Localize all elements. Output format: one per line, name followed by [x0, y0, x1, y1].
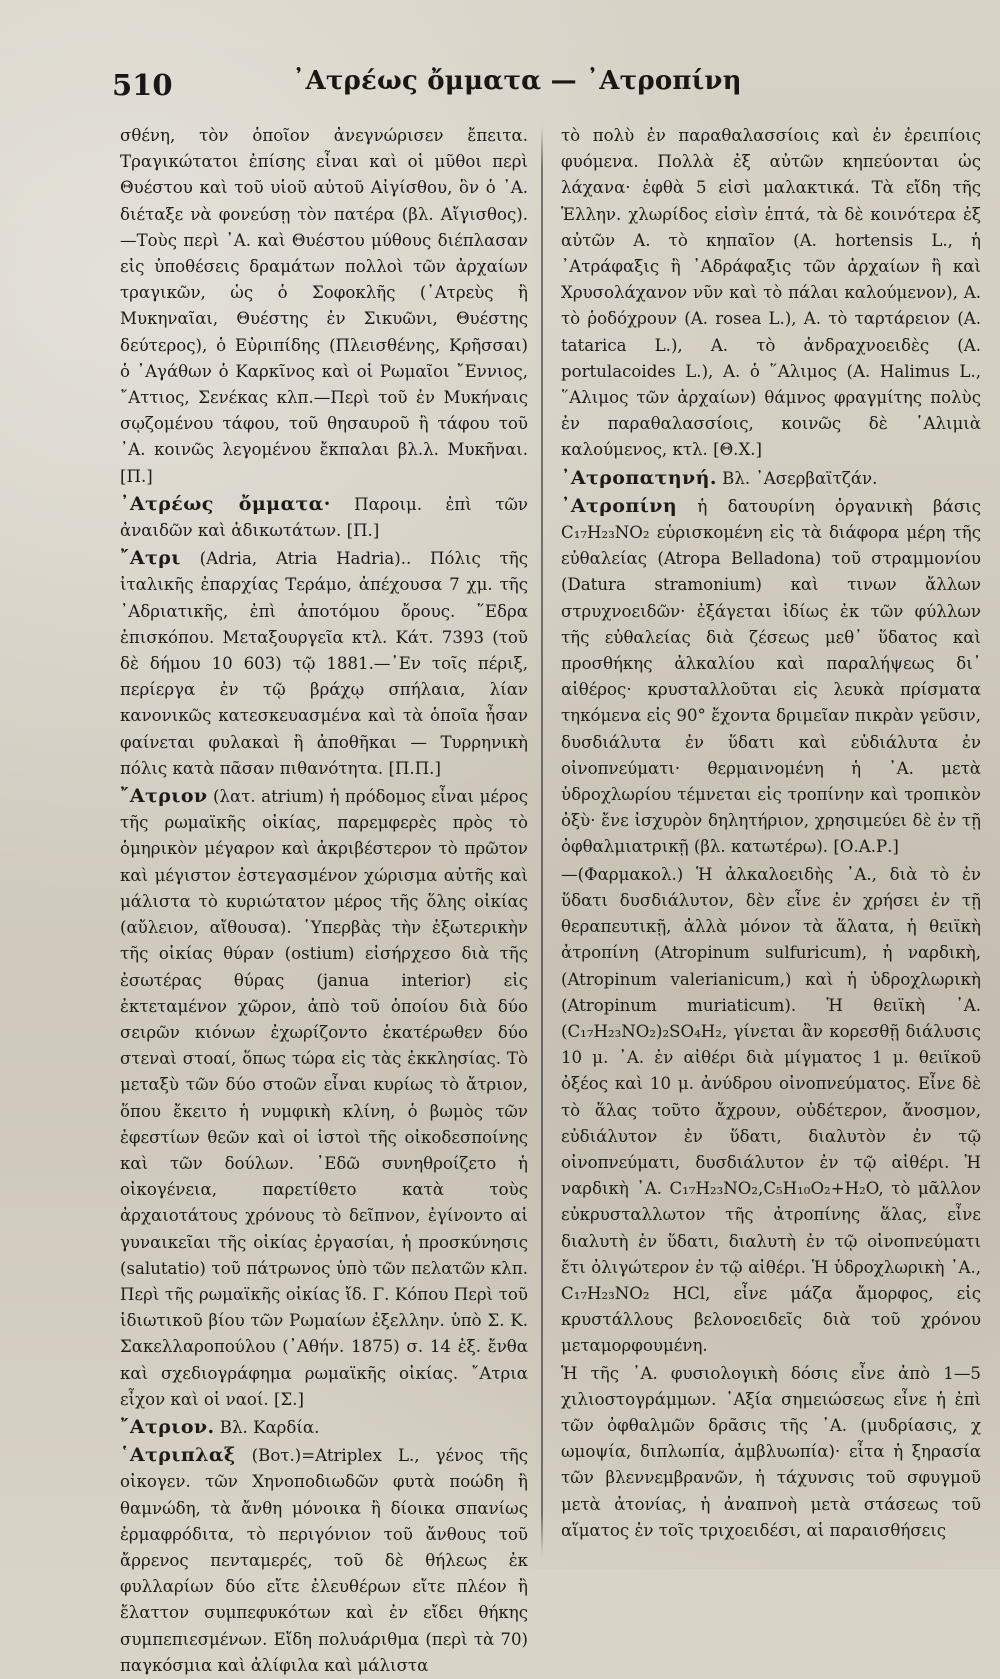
- entry-atrion-cross-ref: [120, 1414, 528, 1441]
- author-signature: [Π.]: [346, 521, 380, 541]
- entry-headword: ᾿Ατρέως ὄμματα·: [120, 492, 331, 515]
- running-head: ᾿Ατρέως ὄμματα — ᾿Ατροπίνη: [292, 66, 742, 96]
- paragraph-text: σθένη, τὸν ὁποῖον ἀνεγνώρισεν ἔπειτα. Τραγικώτατοι ἐπίσης εἶναι καὶ οἱ μῦθοι περὶ Θυέστου καὶ τοῦ υἱοῦ αὐτοῦ Αἰγίσθου, ὃν ὁ ᾿Α. διέταξε νὰ φονεύσῃ τὸν πατέρα (βλ. Αἴγισθος). —Τοὺς περὶ ᾿Α. καὶ Θυέστου μύθους διέπλασαν εἰς ὑποθέσεις δραμάτων πολλοὶ τῶν ἀρχαίων τραγικῶν, ὡς ὁ Σοφοκλῆς (᾿Ατρεὺς ἢ Μυκηναῖαι, Θυέστης ἐν Σικυῶνι, Θυέστης δεύτερος), ὁ Εὐριπίδης (Πλεισθένης, Κρῆσσαι) ὁ ᾿Αγάθων ὁ Καρκῖνος καὶ οἱ Ρωμαῖοι ῎Εννιος, ῎Αττιος, Σενέκας κλπ.—Περὶ τοῦ ἐν Μυκήναις σῳζομένου τάφου, τοῦ θησαυροῦ ἢ τάφου τοῦ ᾿Α. κοινῶς λεγομένου ἔκπαλαι βλ.λ. Μυκῆναι.: [120, 126, 528, 460]
- entry-headword: ῎Ατρι: [120, 547, 181, 570]
- entry-headword: ῾Ατριπλαξ: [120, 1444, 236, 1467]
- entry-text: (Βοτ.)=Atriplex L., γένος τῆς οἰκογεν. τῶν Χηνοποδιωδῶν φυτὰ ποώδη ἢ θαμνώδη, τὰ ἄνθη μόνοικα ἢ δίοικα σπανίως ἑρμαφρόδιτα, τὸ περιγόνιον τοῦ ἄνθους τοῦ ἄρρενος πενταμερές, τοῦ δὲ θήλεως ἐκ φυλλαρίων δύο εἴτε ἐλευθέρων εἴτε πλέον ἢ ἔλαττον συμπεφυκότων καὶ ἐν εἴδει θήκης συμπεπιεσμένων. Εἴδη πολυάριθμα (περὶ τὰ 70) παγκόσμια καὶ ἀλίφιλα καὶ μάλιστα: [120, 1446, 528, 1675]
- entry-headword: ῎Ατριον.: [120, 1415, 215, 1438]
- author-signature: [Ο.Α.Ρ.]: [833, 837, 899, 857]
- entry-text: (λατ. atrium) ἡ πρόδομος εἶναι μέρος τῆς ρωμαϊκῆς οἰκίας, παρεμφερὲς πρὸς τὸ ὁμηρικὸν μέγαρον καὶ ἀκριβέστερον τὸ πρῶτον καὶ μέγιστον ἐστεγασμένον χώρισμα αὐτῆς καὶ μάλιστα τὸ κυριώτατον μέρος τῆς ὅλης οἰκίας (αὔλειον, αἴθουσα). ῾Υπερβὰς τὴν ἐξωτερικὴν τῆς οἰκίας θύραν (ostium) εἰσήρχεσο διὰ τῆς ἐσωτέρας θύρας (janua interior) εἰς ἐκτεταμένον χῶρον, ἀπὸ τοῦ ὁποίου διὰ δύο σειρῶν κιόνων ἐχωρίζοντο ἑκατέρωθεν δύο στεναὶ στοαί, ὅπως τώρα εἰς τὰς ἐκκλησίας. Τὸ μεταξὺ τῶν δύο στοῶν εἶναι κυρίως τὸ ἄτριον, ὅπου ἔκειτο ἡ νυμφικὴ κλίνη, ὁ βωμὸς τῶν ἐφεστίων θεῶν καὶ οἱ ἱστοὶ τῆς οἰκοδεσποίνης καὶ τῶν δούλων. ᾿Εδῶ συνηθροίζετο ἡ οἰκογένεια, παρετίθετο κατὰ τοὺς ἀρχαιοτάτους χρόνους τὸ δεῖπνον, ἐγίνοντο αἱ γυναικεῖαι τῆς οἰκίας ἐργασίαι, ἡ προσκύνησις (salutatio) τοῦ πάτρωνος ὑπὸ τῶν πελατῶν κλπ. Περὶ τῆς ρωμαϊκῆς οἰκίας ἴδ. Γ. Κόπου Περὶ τοῦ ἰδιωτικοῦ βίου τῶν Ρωμαίων ἐξελλην. ὑπὸ Σ. Κ. Σακελλαροπούλου (᾿Αθήν. 1875) σ. 14 ἐξ. ἔνθα καὶ σχεδιογράφημα ρωμαϊκῆς οἰκίας. ῎Ατρια εἶχον καὶ οἱ ναοί.: [120, 787, 528, 1409]
- left-column: [120, 123, 528, 1675]
- entry-atropatene: [561, 465, 981, 492]
- author-signature: [Σ.]: [274, 1389, 304, 1409]
- entry-text: Βλ. Καρδία.: [214, 1417, 320, 1437]
- author-signature: [Π.Π.]: [388, 758, 441, 778]
- entry-atriplax: [120, 1442, 528, 1679]
- continuation-paragraph: [120, 123, 528, 490]
- paragraph-text: τὸ πολὺ ἐν παραθαλασσίοις καὶ ἐν ἐρειπίοις φυόμενα. Πολλὰ ἐξ αὐτῶν κηπεύονται ὡς λάχανα· ἐφθὰ 5 εἰσὶ μαλακτικά. Τὰ εἴδη τῆς Ἑλλην. χλωρίδος εἰσὶν ἑπτά, τὰ δὲ κοινότερα ἐξ αὐτῶν Α. τὸ κηπαῖον (Α. hortensis L., ἡ ᾿Ατράφαξις ἢ ᾿Αδράφαξις τῶν ἀρχαίων ἢ καὶ Χρυσολάχανον νῦν καὶ τὸ πάλαι καλούμενον), Α. τὸ ῥοδόχρουν (Α. rosea L.), Α. τὸ ταρτάρειον (Α. tatarica L.), Α. τὸ ἀνδραχνοειδὲς (Α. portulacoides L.), Α. ὁ ῞Αλιμος (Α. Halimus L., ῞Αλιμος τῶν ἀρχαίων) θάμνος φραγμίτης πολὺς ἐν παραθαλασσίοις, κοινῶς δὲ ῾Αλιμιὰ καλούμενος, κτλ.: [561, 126, 981, 460]
- author-signature: [Θ.Χ.]: [713, 440, 763, 460]
- entry-text: (Adria, Atria Hadria).. Πόλις τῆς ἰταλικῆς ἐπαρχίας Τεράμο, ἀπέχουσα 7 χμ. τῆς ᾿Αδριατικῆς, ἐπὶ ἀποτόμου ὄρους. ῞Εδρα ἐπισκόπου. Μεταξουργεῖα κτλ. Κάτ. 7393 (τοῦ δὲ δήμου 10 603) τῷ 1881.—᾿Εν τοῖς πέριξ, περίεργα ἐν τῷ βράχῳ σπήλαια, λίαν κανονικῶς κατεσκευασμένα καὶ τὰ ὁποῖα ἦσαν φαίνεται φυλακαὶ ἢ ἀποθῆκαι — Τυρρηνικὴ πόλις κατὰ πᾶσαν πιθανότητα.: [120, 549, 528, 778]
- entry-text: —(Φαρμακολ.) Ἡ ἀλκαλοειδὴς ᾿Α., διὰ τὸ ἐν ὕδατι δυσδιάλυτον, δὲν εἶνε ἐν χρήσει ἐν τῇ θεραπευτικῇ, ἀλλὰ μόνον τὰ ἅλατα, ἡ θειϊκὴ ἀτροπίνη (Atropinum sulfuricum), ἡ ναρδικὴ, (Atropinum valerianicum,) καὶ ἡ ὑδροχλωρικὴ (Atropinum muriaticum). Ἡ θειϊκὴ ᾿Α. (C₁₇H₂₃NO₂)₂SO₄H₂, γίνεται ἂν κορεσθῇ διάλυσις 10 μ. ᾿Α. ἐν αἰθέρι διὰ μίγματος 1 μ. θειϊκοῦ ὀξέος καὶ 10 μ. ἀνύδρου οἰνοπνεύματος. Εἶνε δὲ τὸ ἅλας τοῦτο ἄχρουν, οὐδέτερον, ἄνοσμον, εὐδιάλυτον ἐν ὕδατι, διαλυτὸν ἐν τῷ οἰνοπνεύματι, δυσδιάλυτον ἐν τῷ αἰθέρι. Ἡ ναρδικὴ ᾿Α. C₁₇H₂₃NO₂,C₅H₁₀O₂+H₂O, τὸ μᾶλλον εὐκρυσταλλωτον τῆς ἀτροπίνης ἅλας, εἶνε διαλυτὴ ἐν ὕδατι, διαλυτὴ ἐν τῷ οἰνοπνεύματι ἔτι ὀλιγώτερον ἐν τῷ αἰθέρι. Ἡ ὑδροχλωρικὴ ᾿Α., C₁₇H₂₃NO₂ HCl, εἶνε μάζα ἄμορφος, εἰς κρυστάλλους βελονοειδεῖς διὰ τοῦ χρόνου μεταμορφουμένη.: [561, 864, 981, 1356]
- entry-atropine-pharmacology: [561, 862, 981, 1360]
- entry-atropine-physiology: [561, 1361, 981, 1544]
- author-signature: [Π.]: [120, 466, 153, 486]
- entry-text: Βλ. ᾿Ασερβαϊτζάν.: [716, 468, 878, 488]
- page-number: 510: [112, 68, 173, 102]
- entry-atropine: [561, 493, 981, 861]
- entry-text: Παροιμ. ἐπὶ τῶν ἀναιδῶν καὶ ἀδικωτάτων.: [120, 494, 528, 541]
- entry-atri: [120, 545, 528, 782]
- entry-headword: ᾿Ατροπατηνή.: [561, 466, 717, 489]
- entry-text: ἡ δατουρίνη ὀργανικὴ βάσις C₁₇H₂₃NO₂ εὑρισκομένη εἰς τὰ διάφορα μέρη τῆς εὐθαλείας (Atropa Belladona) τοῦ στραμμονίου (Datura stramonium) καὶ τινων ἄλλων στρυχνοειδῶν· ἐξάγεται ἰδίως ἐκ τῶν φύλλων τῆς εὐθαλείας διὰ ζέσεως μεθ᾿ ὕδατος καὶ προσθήκης ἀλκαλίου καὶ παραλήψεως δι᾿ αἰθέρος· κρυσταλλοῦται εἰς λευκὰ πρίσματα τηκόμενα εἰς 90° ἔχοντα δριμεῖαν πικρὰν γεῦσιν, δυσδιάλυτα ἐν ὕδατι καὶ εὐδιάλυτα ἐν οἰνοπνεύματι· θερμαινομένη ἡ ᾿Α. μετὰ ὑδροχλωρίου τέμνεται εἰς τροπίνην καὶ τροπικὸν ὀξὺ· ἔνε ἰσχυρὸν δηλητήριον, χρησιμεύει δὲ ἐν τῇ ὀφθαλμιατρικῇ (βλ. κατωτέρω).: [561, 496, 981, 857]
- continuation-paragraph: [561, 123, 981, 464]
- entry-atrion: [120, 783, 528, 1413]
- entry-text: Ἡ τῆς ᾿Α. φυσιολογικὴ δόσις εἶνε ἀπὸ 1—5 χιλιοστογράμμων. ᾿Αξία σημειώσεως εἶνε ἡ ἐπὶ τῶν ὀφθαλμῶν δρᾶσις τῆς ᾿Α. (μυδρίασις, χ ωμοψία, διπλωπία, ἀμβλυωπία)· εἶτα ἡ ξηρασία τῶν βλεννεμβρανῶν, ἡ τάχυνσις τοῦ σφυγμοῦ μετὰ ἀτονίας, ἡ ἀναπνοὴ μετὰ στάσεως τοῦ αἵματος ἐν τοῖς τριχοειδέσι, αἱ παραισθήσεις: [561, 1363, 981, 1540]
- page-header: [112, 62, 922, 104]
- entry-headword: ᾿Ατροπίνη: [561, 494, 678, 517]
- entry-headword: ῎Ατριον: [120, 785, 208, 808]
- column-divider: [541, 126, 543, 1556]
- right-column: [561, 123, 981, 1540]
- entry-atreos-ommata: [120, 491, 528, 544]
